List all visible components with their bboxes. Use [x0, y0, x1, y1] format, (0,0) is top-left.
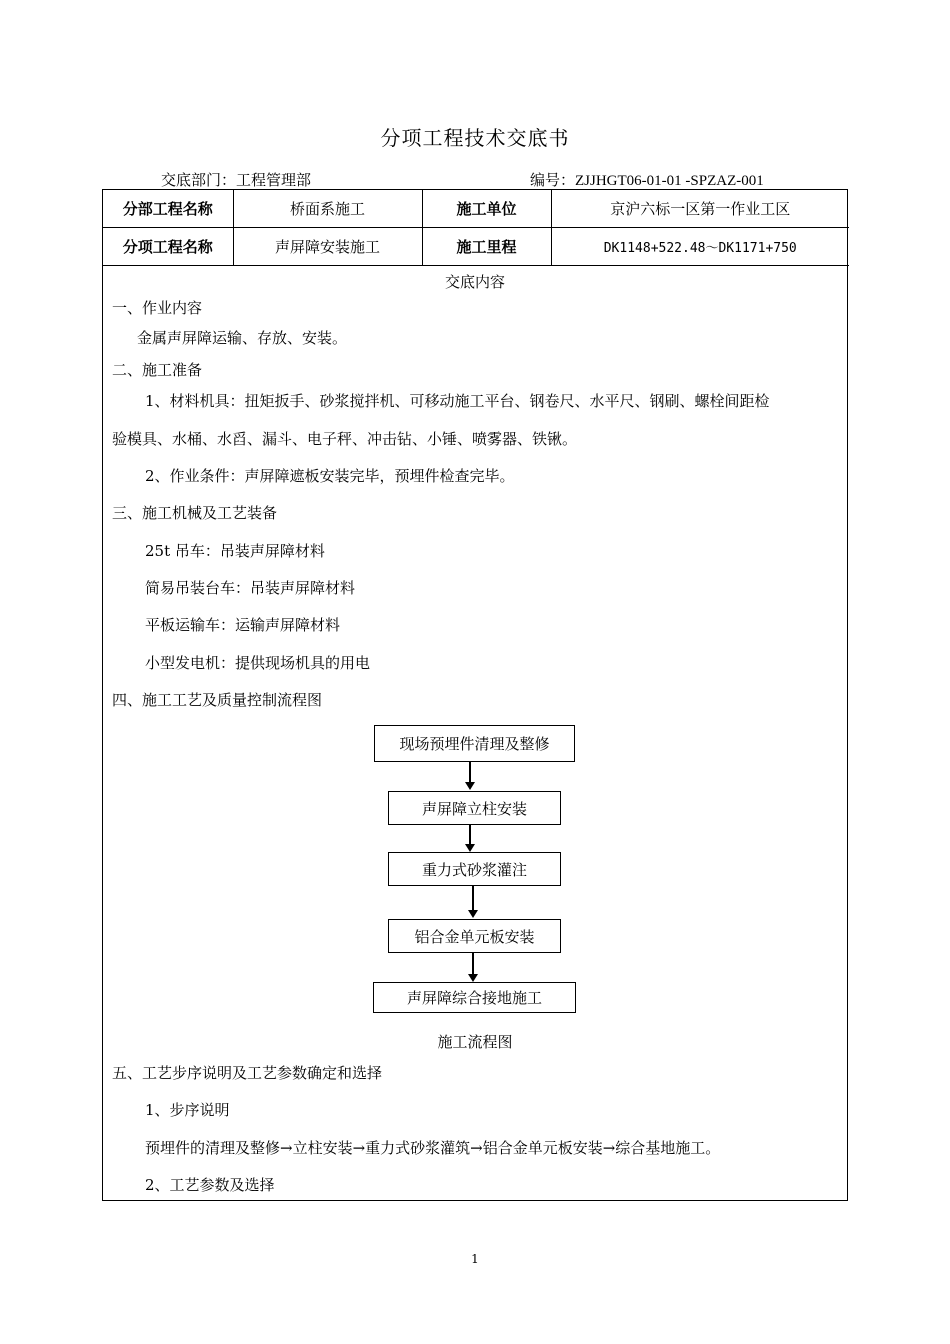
paragraph: 1、材料机具：扭矩扳手、砂浆搅拌机、可移动施工平台、钢卷尺、水平尺、钢刷、螺栓间距检 [145, 392, 770, 410]
table-cell: 分部工程名称 [103, 190, 233, 228]
table-cell: DK1148+522.48～DK1171+750 [551, 228, 849, 266]
table-cell: 施工单位 [422, 190, 551, 228]
paragraph: 2、作业条件：声屏障遮板安装完毕，预埋件检查完毕。 [145, 467, 515, 485]
paragraph: 金属声屏障运输、存放、安装。 [137, 329, 348, 347]
table-cell: 声屏障安装施工 [233, 228, 422, 266]
flow-arrow [472, 953, 474, 975]
table-cell: 施工里程 [422, 228, 551, 266]
table-row [103, 228, 849, 266]
list-item: 简易吊装台车：吊装声屏障材料 [145, 579, 356, 597]
table-cell: 桥面系施工 [233, 190, 422, 228]
flow-step: 现场预埋件清理及整修 [374, 725, 575, 762]
section-title: 三、施工机械及工艺装备 [112, 504, 278, 522]
flow-step: 铝合金单元板安装 [388, 919, 561, 953]
list-item: 小型发电机：提供现场机具的用电 [145, 654, 371, 672]
code-value: ZJJHGT06-01-01 -SPZAZ-001 [575, 173, 764, 189]
paragraph: 验模具、水桶、水舀、漏斗、电子秤、冲击钻、小锤、喷雾器、铁锹。 [112, 430, 578, 448]
table-cell: 京沪六标一区第一作业工区 [551, 190, 849, 228]
list-item: 平板运输车：运输声屏障材料 [145, 616, 341, 634]
flow-arrow [472, 886, 474, 911]
paragraph: 预埋件的清理及整修→立柱安装→重力式砂浆灌筑→铝合金单元板安装→综合基地施工。 [145, 1139, 721, 1157]
header-table [103, 190, 849, 266]
content-heading: 交底内容 [444, 273, 505, 291]
section-title: 四、施工工艺及质量控制流程图 [112, 691, 323, 709]
flow-arrow [469, 825, 471, 845]
paragraph: 1、步序说明 [145, 1101, 230, 1119]
flow-arrow [469, 762, 471, 783]
page-title: 分项工程技术交底书 [380, 126, 570, 150]
page-number: 1 [471, 1252, 479, 1266]
section-title: 一、作业内容 [112, 299, 203, 317]
flow-caption: 施工流程图 [437, 1033, 513, 1051]
doc-code [530, 169, 764, 190]
table-cell: 分项工程名称 [103, 228, 233, 266]
list-item: 25t 吊车：吊装声屏障材料 [145, 542, 325, 560]
dept-label: 交底部门：工程管理部 [161, 171, 312, 189]
table-row [103, 190, 849, 228]
code-label: 编号： [530, 171, 576, 189]
flow-step: 重力式砂浆灌注 [388, 852, 561, 886]
flow-step: 声屏障综合接地施工 [373, 982, 576, 1013]
paragraph: 2、工艺参数及选择 [145, 1176, 275, 1194]
section-title: 五、工艺步序说明及工艺参数确定和选择 [112, 1064, 383, 1082]
section-title: 二、施工准备 [112, 361, 203, 379]
flow-step: 声屏障立柱安装 [388, 791, 561, 825]
